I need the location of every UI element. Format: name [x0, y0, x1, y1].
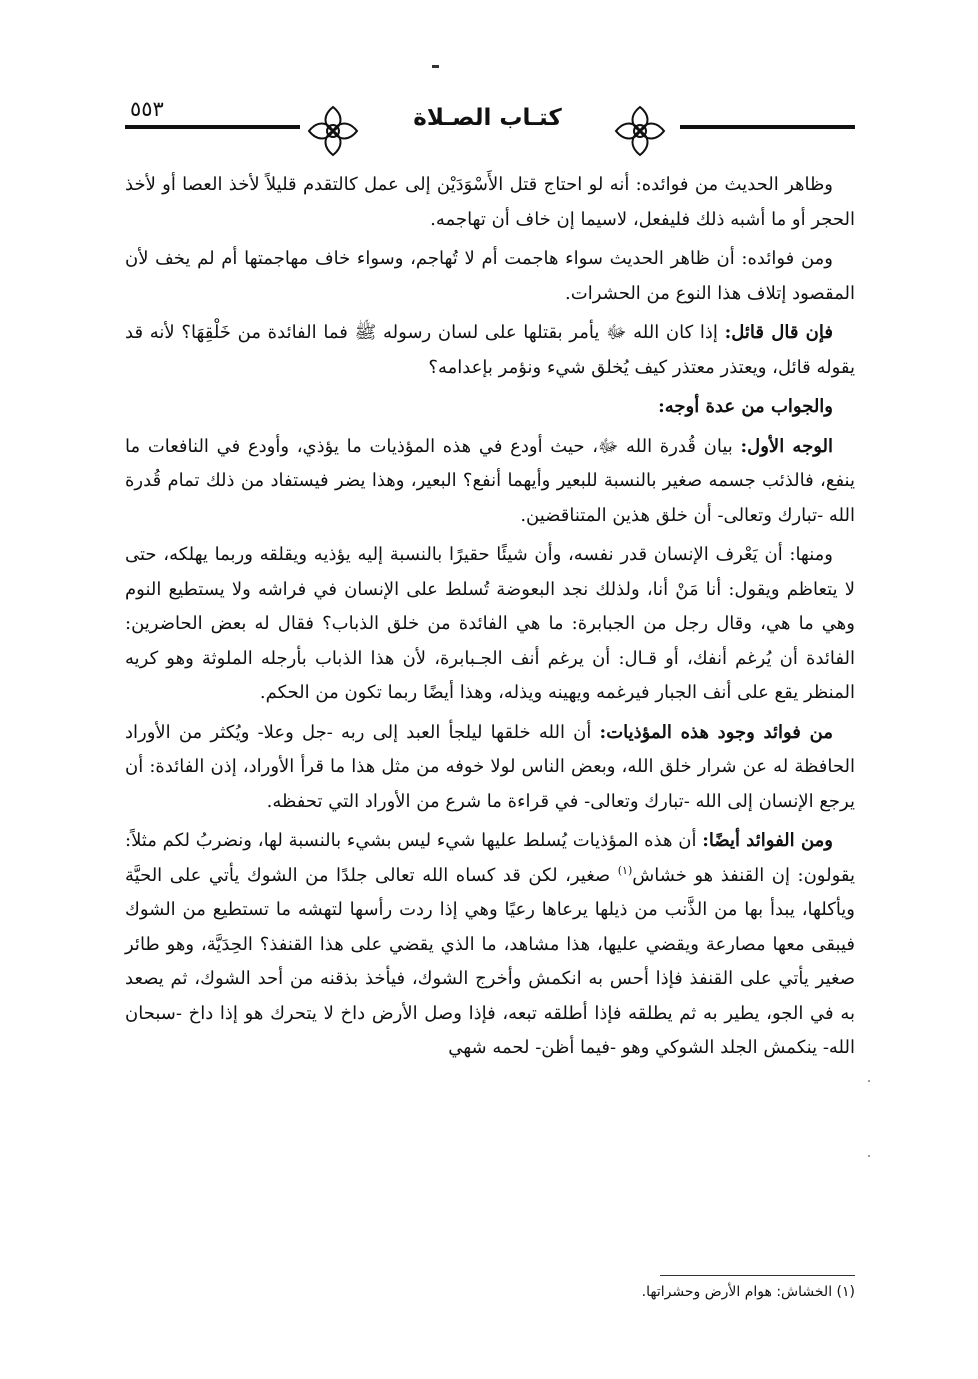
paragraph [125, 824, 855, 1066]
header-ornament-right-icon [612, 103, 668, 159]
paragraph [125, 430, 855, 534]
paragraph [125, 716, 855, 820]
footnote-separator [660, 1275, 855, 1276]
paragraph-text: أن هذه المؤذيات يُسلط عليها شيء ليس بشيء بالنسبة لها، ونضربُ لكم مثلاً: يقولون: إن القنفذ هو خشاش [125, 830, 855, 886]
chapter-title: كتـاب الصـلاة [413, 105, 562, 131]
paragraph-text: إذا كان الله ﷻ يأمر بقتلها على لسان رسوله ﷺ فما الفائدة من خَلْقِهَا؟ لأنه قد يقوله قائل، ويعتذر معتذر كيف يُخلق شيء ونؤمر بإعدامه؟ [125, 322, 855, 378]
scan-speck [868, 1155, 870, 1157]
paragraph-lead: ومن الفوائد أيضًا: [702, 830, 834, 851]
paragraph [125, 316, 855, 385]
paragraph-text: بيان قُدرة الله ﷻ، حيث أودع في هذه المؤذيات ما يؤذي، وأودع في النافعات ما ينفع، فالذئب جسمه صغير بالنسبة للبعير وأيهما أنفع؟ البعير، وهذا يضر فيستفاد من ذلك تمام قُدرة الله -تبارك وتعالى- أن خلق هذين المتناقضين. [125, 435, 855, 526]
header-ornament-left-icon [305, 103, 361, 159]
paragraph-lead: والجواب من عدة أوجه: [658, 396, 833, 417]
paragraph-text: ومن فوائده: أن ظاهر الحديث سواء هاجمت أم لا تُهاجم، وسواء خاف مهاجمتها أم لم يخف لأن المقصود إتلاف هذا النوع من الحشرات. [125, 248, 855, 304]
paragraph-lead: فإن قال قائل: [724, 322, 833, 343]
paragraph [125, 390, 855, 425]
paragraph-text: أن الله خلقها ليلجأ العبد إلى ربه -جل وعلا- ويُكثر من الأوراد الحافظة له عن شرار خلق الله، وبعض الناس لولا خوفه من مثل هذا ما قرأ الأوراد، إذن الفائدة: أن يرجع الإنسان إلى الله -تبارك وتعالى- في قراءة ما شرع من الأوراد التي تحفظه. [125, 721, 855, 812]
header-rule-left [125, 125, 300, 129]
paragraph-lead: من فوائد وجود هذه المؤذيات: [599, 721, 833, 743]
paragraph [125, 538, 855, 711]
scan-speck [868, 1080, 870, 1082]
page-header [125, 95, 855, 165]
paragraph [125, 242, 855, 311]
paragraph-text: وظاهر الحديث من فوائده: أنه لو احتاج قتل الأَسْوَدَيْن إلى عمل كالتقدم قليلاً لأخذ العصا أو لأخذ الحجر أو ما أشبه ذلك فليفعل، لاسيما إن خاف أن تهاجمه. [125, 174, 855, 230]
header-rule-right [680, 125, 855, 129]
footnote: (١) الخشاش: هوام الأرض وحشراتها. [641, 1284, 855, 1300]
paragraph-text: ومنها: أن يَعْرف الإنسان قدر نفسه، وأن شيئًا حقيرًا بالنسبة إليه يؤذيه ويقلقه وربما يهلكه، حتى لا يتعاظم ويقول: أنا مَنْ أنا، ولذلك نجد البعوضة تُسلط على الإنسان في فراشه ولا يستطيع النوم وهي ما هي، وقال رجل من الجبابرة: ما هي الفائدة من خلق الذباب؟ فقال له بعض الحاضرين: الفائدة أن يُرغم أنفك، أو قـال: أن يرغم أنف الجـبابرة، لأن هذا الذباب بأرجله الملوثة وهو كريه المنظر يقع على أنف الجبار فيرغمه ويهينه ويذله، وهذا أيضًا ربما تكون من الحكم. [125, 544, 855, 703]
title-underline-mark [432, 65, 439, 68]
paragraph-lead: الوجه الأول: [740, 435, 833, 457]
page-number: ٥٥٣ [130, 97, 164, 121]
paragraph [125, 168, 855, 237]
main-text [125, 168, 855, 1071]
footnote-reference[interactable]: (١) [617, 863, 633, 877]
paragraph-text-continued: صغير، لكن قد كساه الله تعالى جلدًا من الشوك يأتي على الحيَّة ويأكلها، يبدأ بها من الذَّنب من ذيلها يرعاها رعيًا وهي إذا ردت رأسها لتهشه ما تستطيع من الشوك فيبقى معها مصارعة ويقضي عليها، هذا مشاهد، ما الذي يقضي على هذا القنفذ؟ الحِدَيَّة، وهو طائر صغير يأتي على القنفذ فإذا أحس به انكمش وأخرج الشوك، فيأخذ بذقنه من أحد الشوك، ثم يصعد به في الجو، يطير به ثم يطلقه فإذا أطلقه تبعه، فإذا وصل الأرض داخ لا يتحرك هو إذا داخ -سبحان الله- ينكمش الجلد الشوكي وهو -فيما أظن- لحمه شهي [125, 864, 855, 1058]
